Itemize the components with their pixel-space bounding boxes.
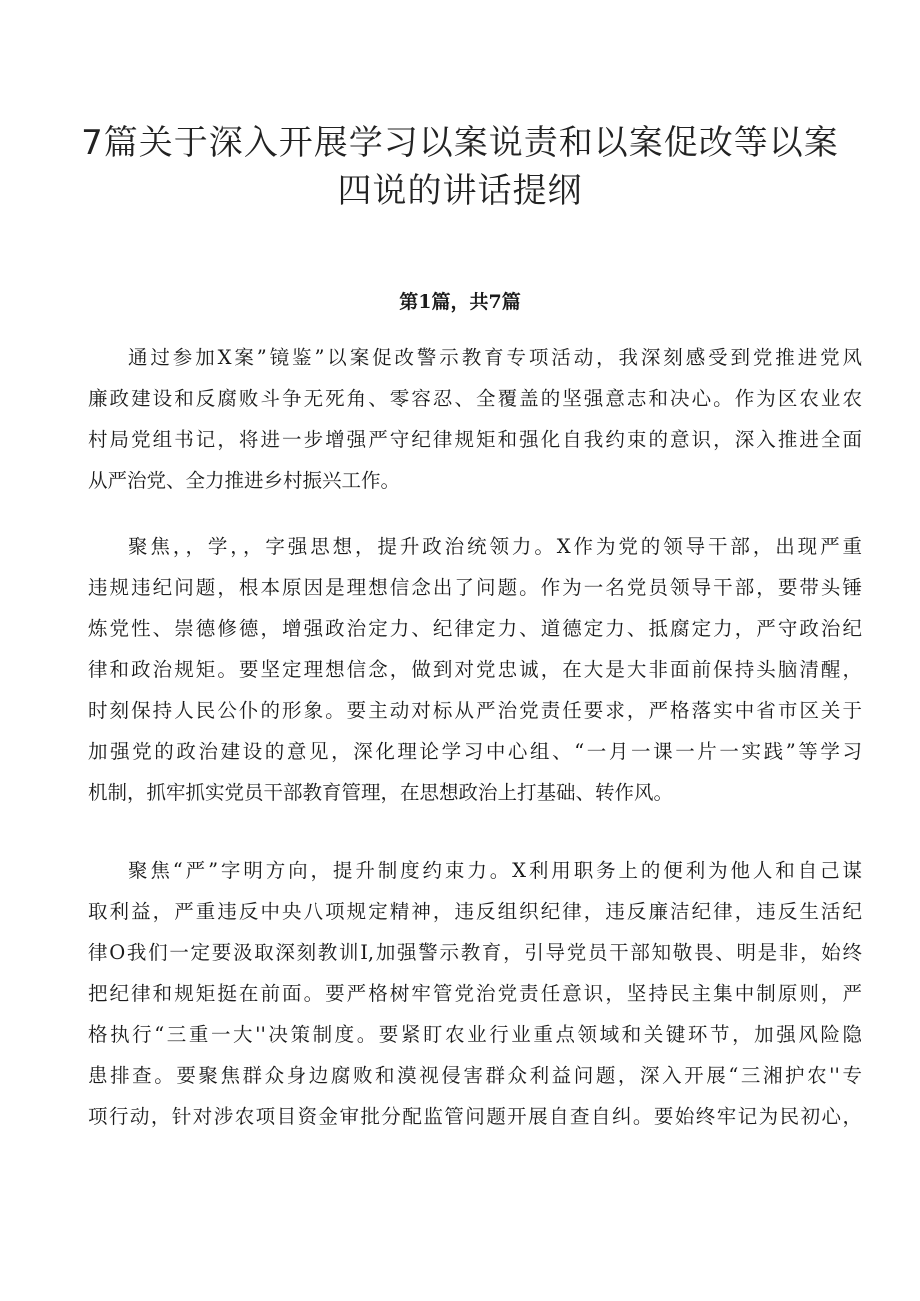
paragraph-line: 通过参加X案”镜鉴”以案促改警示教育专项活动，我深刻感受到党推进党风: [128, 346, 862, 369]
paragraph-line: 廉政建设和反腐败斗争无死角、零容忍、全覆盖的坚强意志和决心。作为区农业农: [88, 387, 862, 410]
paragraph-line: 加强党的政治建设的意见，深化理论学习中心组、“一月一课一片一实践”等学习: [88, 740, 862, 763]
paragraph-line: 机制，抓牢抓实党员干部教育管理，在思想政治上打基础、转作风。: [88, 781, 674, 804]
paragraph-line: 律和政治规矩。要坚定理想信念，做到对党忠诚，在大是大非面前保持头脑清醒，: [88, 658, 862, 681]
paragraph-1: [88, 337, 862, 501]
paragraph-line: 聚焦“严”字明方向，提升制度约束力。X利用职务上的便利为他人和自己谋: [128, 859, 862, 882]
paragraph-line: 聚焦，，学，，字强思想，提升政治统领力。X作为党的领导干部，出现严重: [128, 535, 862, 558]
paragraph-line: 时刻保持人民公仆的形象。要主动对标从严治党责任要求，严格落实中省市区关于: [88, 699, 862, 722]
paragraph-line: 村局党组书记，将进一步增强严守纪律规矩和强化自我约束的意识，深入推进全面: [88, 428, 862, 451]
paragraph-line: 违规违纪问题，根本原因是理想信念出了问题。作为一名党员领导干部，要带头锤: [88, 576, 862, 599]
document-title-line-1: 7篇关于深入开展学习以案说责和以案促改等以案: [81, 123, 839, 163]
paragraph-line: 从严治党、全力推进乡村振兴工作。: [88, 469, 401, 492]
paragraph-line: 炼党性、崇德修德，增强政治定力、纪律定力、道德定力、抵腐定力，严守政治纪: [88, 617, 862, 640]
paragraph-line: 取利益，严重违反中央八项规定精神，违反组织纪律，违反廉洁纪律，违反生活纪: [88, 900, 862, 923]
paragraph-3: [88, 850, 862, 1137]
paragraph-line: 患排查。要聚焦群众身边腐败和漠视侵害群众利益问题，深入开展“三湘护农''专: [88, 1064, 862, 1087]
paragraph-line: 律O我们一定要汲取深刻教训I,加强警示教育，引导党员干部知敬畏、明是非，始终: [88, 941, 862, 964]
paragraph-line: 格执行“三重一大''决策制度。要紧盯农业行业重点领域和关键环节，加强风险隐: [88, 1023, 862, 1046]
document-title-line-2: 四说的讲话提纲: [337, 171, 583, 211]
paragraph-line: 项行动，针对涉农项目资金审批分配监管问题开展自查自纠。要始终牢记为民初心，: [88, 1105, 862, 1128]
paragraph-line: 把纪律和规矩挺在前面。要严格树牢管党治党责任意识，坚持民主集中制原则，严: [88, 982, 862, 1005]
section-subtitle: 第1篇，共7篇: [399, 291, 521, 313]
paragraph-2: [88, 526, 862, 813]
